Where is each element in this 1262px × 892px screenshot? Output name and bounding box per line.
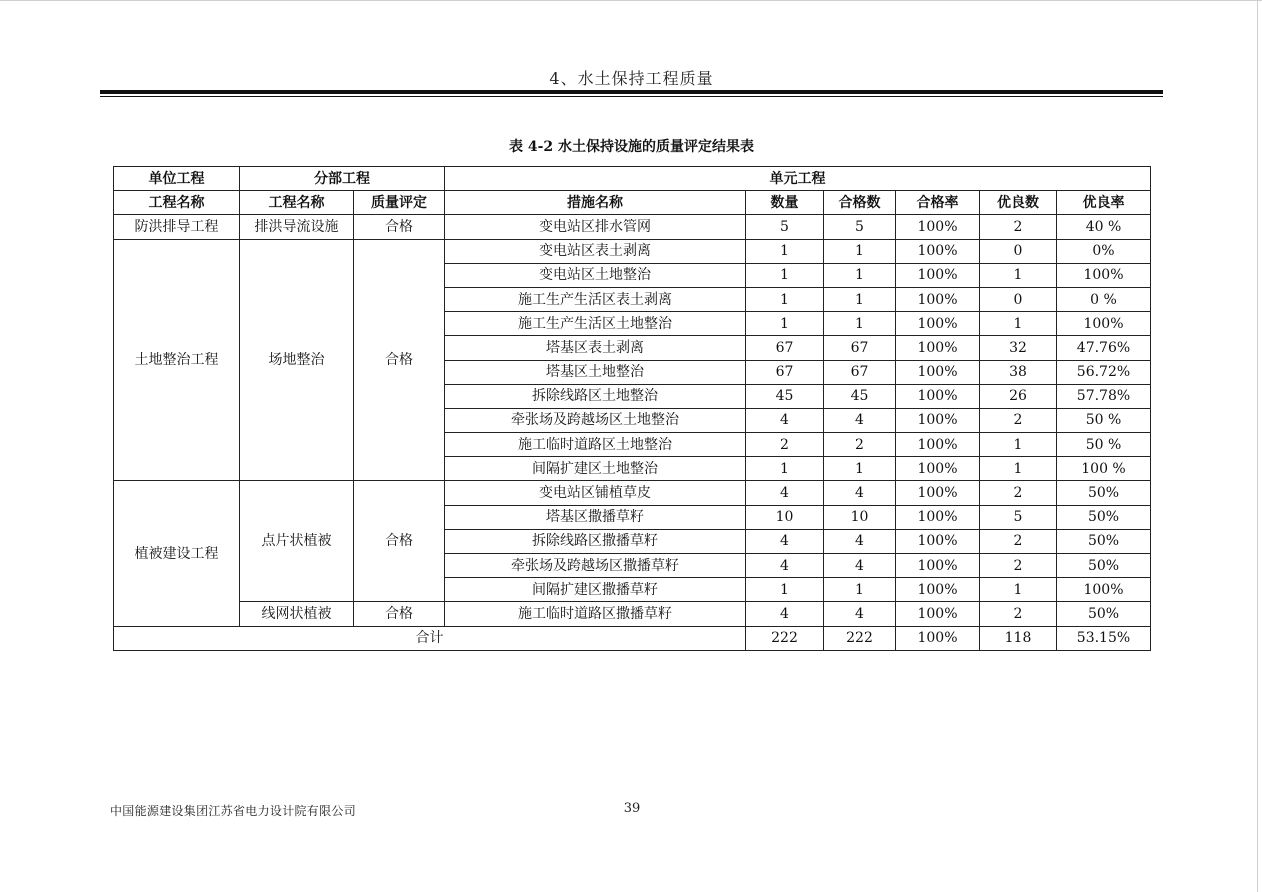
division-project-name: 线网状植被 — [240, 602, 354, 626]
measure-name: 变电站区表土剥离 — [445, 239, 746, 263]
quality-rating: 合格 — [354, 602, 445, 626]
page-border-top — [0, 0, 1262, 1]
count: 1 — [746, 457, 824, 481]
qualified-count: 1 — [824, 457, 896, 481]
qualified-count: 1 — [824, 578, 896, 602]
measure-name: 拆除线路区撒播草籽 — [445, 529, 746, 553]
qualified-count: 4 — [824, 481, 896, 505]
qualified-count: 2 — [824, 433, 896, 457]
excellent-rate: 50% — [1057, 602, 1151, 626]
measure-name: 施工生产生活区表土剥离 — [445, 287, 746, 311]
unit-project-name: 防洪排导工程 — [114, 215, 240, 239]
qualified-count: 1 — [824, 239, 896, 263]
excellent-rate: 57.78% — [1057, 384, 1151, 408]
quality-rating: 合格 — [354, 215, 445, 239]
total-qualified-rate: 100% — [896, 626, 980, 650]
group-header-row — [114, 167, 1151, 191]
page-number: 39 — [623, 801, 641, 816]
excellent-count: 26 — [980, 384, 1057, 408]
unit-project-name: 土地整治工程 — [114, 239, 240, 481]
qualified-count: 5 — [824, 215, 896, 239]
count: 4 — [746, 481, 824, 505]
qualified-rate: 100% — [896, 481, 980, 505]
qualified-rate: 100% — [896, 312, 980, 336]
measure-name: 拆除线路区土地整治 — [445, 384, 746, 408]
count: 67 — [746, 360, 824, 384]
excellent-count: 1 — [980, 312, 1057, 336]
table-row — [114, 215, 1151, 239]
qualified-count: 4 — [824, 529, 896, 553]
count: 45 — [746, 384, 824, 408]
qualified-rate: 100% — [896, 505, 980, 529]
column-header: 工程名称 — [240, 191, 354, 215]
excellent-count: 2 — [980, 529, 1057, 553]
total-excellent: 118 — [980, 626, 1057, 650]
column-header: 措施名称 — [445, 191, 746, 215]
qualified-rate: 100% — [896, 384, 980, 408]
excellent-rate: 100 % — [1057, 457, 1151, 481]
qualified-rate: 100% — [896, 360, 980, 384]
excellent-count: 2 — [980, 554, 1057, 578]
excellent-count: 1 — [980, 263, 1057, 287]
division-project-name: 点片状植被 — [240, 481, 354, 602]
count: 1 — [746, 287, 824, 311]
qualified-rate: 100% — [896, 215, 980, 239]
measure-name: 塔基区撒播草籽 — [445, 505, 746, 529]
qualified-count: 45 — [824, 384, 896, 408]
qualified-rate: 100% — [896, 408, 980, 432]
page-border-right — [1257, 0, 1258, 892]
excellent-count: 1 — [980, 578, 1057, 602]
excellent-count: 1 — [980, 433, 1057, 457]
count: 1 — [746, 312, 824, 336]
table-row — [114, 239, 1151, 263]
qualified-rate: 100% — [896, 263, 980, 287]
header-rule-thick — [100, 90, 1163, 94]
excellent-rate: 50% — [1057, 505, 1151, 529]
table-body — [114, 215, 1151, 626]
qualified-rate: 100% — [896, 602, 980, 626]
count: 1 — [746, 239, 824, 263]
qualified-count: 4 — [824, 602, 896, 626]
qualified-rate: 100% — [896, 457, 980, 481]
excellent-count: 2 — [980, 602, 1057, 626]
excellent-count: 0 — [980, 239, 1057, 263]
unit-project-name: 植被建设工程 — [114, 481, 240, 626]
quality-rating: 合格 — [354, 481, 445, 602]
qualified-rate: 100% — [896, 529, 980, 553]
excellent-count: 2 — [980, 215, 1057, 239]
excellent-count: 5 — [980, 505, 1057, 529]
measure-name: 施工生产生活区土地整治 — [445, 312, 746, 336]
measure-name: 施工临时道路区土地整治 — [445, 433, 746, 457]
qualified-rate: 100% — [896, 287, 980, 311]
excellent-rate: 40 % — [1057, 215, 1151, 239]
header-rule-thin — [100, 96, 1163, 97]
total-row — [114, 626, 1151, 650]
column-header: 工程名称 — [114, 191, 240, 215]
qualified-rate: 100% — [896, 239, 980, 263]
count: 5 — [746, 215, 824, 239]
excellent-rate: 100% — [1057, 578, 1151, 602]
qualified-count: 1 — [824, 263, 896, 287]
measure-name: 变电站区铺植草皮 — [445, 481, 746, 505]
total-count: 222 — [746, 626, 824, 650]
qualified-rate: 100% — [896, 578, 980, 602]
excellent-count: 38 — [980, 360, 1057, 384]
excellent-rate: 50 % — [1057, 433, 1151, 457]
column-header: 质量评定 — [354, 191, 445, 215]
excellent-rate: 100% — [1057, 263, 1151, 287]
group-header-unit: 单位工程 — [114, 167, 240, 191]
division-project-name: 场地整治 — [240, 239, 354, 481]
quality-assessment-table — [113, 166, 1151, 651]
qualified-count: 4 — [824, 408, 896, 432]
measure-name: 施工临时道路区撒播草籽 — [445, 602, 746, 626]
measure-name: 变电站区土地整治 — [445, 263, 746, 287]
excellent-count: 32 — [980, 336, 1057, 360]
count: 4 — [746, 529, 824, 553]
qualified-rate: 100% — [896, 336, 980, 360]
qualified-count: 10 — [824, 505, 896, 529]
measure-name: 塔基区表土剥离 — [445, 336, 746, 360]
excellent-rate: 0 % — [1057, 287, 1151, 311]
measure-name: 牵张场及跨越场区土地整治 — [445, 408, 746, 432]
measure-name: 塔基区土地整治 — [445, 360, 746, 384]
measure-name: 牵张场及跨越场区撒播草籽 — [445, 554, 746, 578]
excellent-rate: 50% — [1057, 554, 1151, 578]
count: 2 — [746, 433, 824, 457]
qualified-count: 1 — [824, 287, 896, 311]
excellent-rate: 0% — [1057, 239, 1151, 263]
qualified-count: 1 — [824, 312, 896, 336]
qualified-count: 4 — [824, 554, 896, 578]
count: 4 — [746, 602, 824, 626]
total-qualified: 222 — [824, 626, 896, 650]
column-header: 数量 — [746, 191, 824, 215]
measure-name: 间隔扩建区土地整治 — [445, 457, 746, 481]
group-header-division: 分部工程 — [240, 167, 445, 191]
qualified-count: 67 — [824, 336, 896, 360]
excellent-rate: 56.72% — [1057, 360, 1151, 384]
table-caption: 表 4-2 水土保持设施的质量评定结果表 — [508, 139, 755, 155]
count: 4 — [746, 554, 824, 578]
measure-name: 间隔扩建区撒播草籽 — [445, 578, 746, 602]
column-header: 优良数 — [980, 191, 1057, 215]
table-row — [114, 602, 1151, 626]
column-header-row — [114, 191, 1151, 215]
footer-organization: 中国能源建设集团江苏省电力设计院有限公司 — [110, 804, 357, 818]
excellent-count: 1 — [980, 457, 1057, 481]
column-header: 优良率 — [1057, 191, 1151, 215]
division-project-name: 排洪导流设施 — [240, 215, 354, 239]
count: 1 — [746, 263, 824, 287]
table-row — [114, 481, 1151, 505]
qualified-rate: 100% — [896, 433, 980, 457]
section-header-title: 4、水土保持工程质量 — [549, 69, 714, 88]
count: 4 — [746, 408, 824, 432]
count: 1 — [746, 578, 824, 602]
excellent-rate: 50 % — [1057, 408, 1151, 432]
qualified-rate: 100% — [896, 554, 980, 578]
count: 10 — [746, 505, 824, 529]
column-header: 合格数 — [824, 191, 896, 215]
qualified-count: 67 — [824, 360, 896, 384]
excellent-count: 2 — [980, 408, 1057, 432]
excellent-rate: 50% — [1057, 529, 1151, 553]
column-header: 合格率 — [896, 191, 980, 215]
total-label: 合计 — [114, 626, 746, 650]
count: 67 — [746, 336, 824, 360]
excellent-count: 2 — [980, 481, 1057, 505]
excellent-rate: 50% — [1057, 481, 1151, 505]
excellent-rate: 47.76% — [1057, 336, 1151, 360]
total-excellent-rate: 53.15% — [1057, 626, 1151, 650]
excellent-rate: 100% — [1057, 312, 1151, 336]
measure-name: 变电站区排水管网 — [445, 215, 746, 239]
quality-rating: 合格 — [354, 239, 445, 481]
group-header-element: 单元工程 — [445, 167, 1151, 191]
excellent-count: 0 — [980, 287, 1057, 311]
